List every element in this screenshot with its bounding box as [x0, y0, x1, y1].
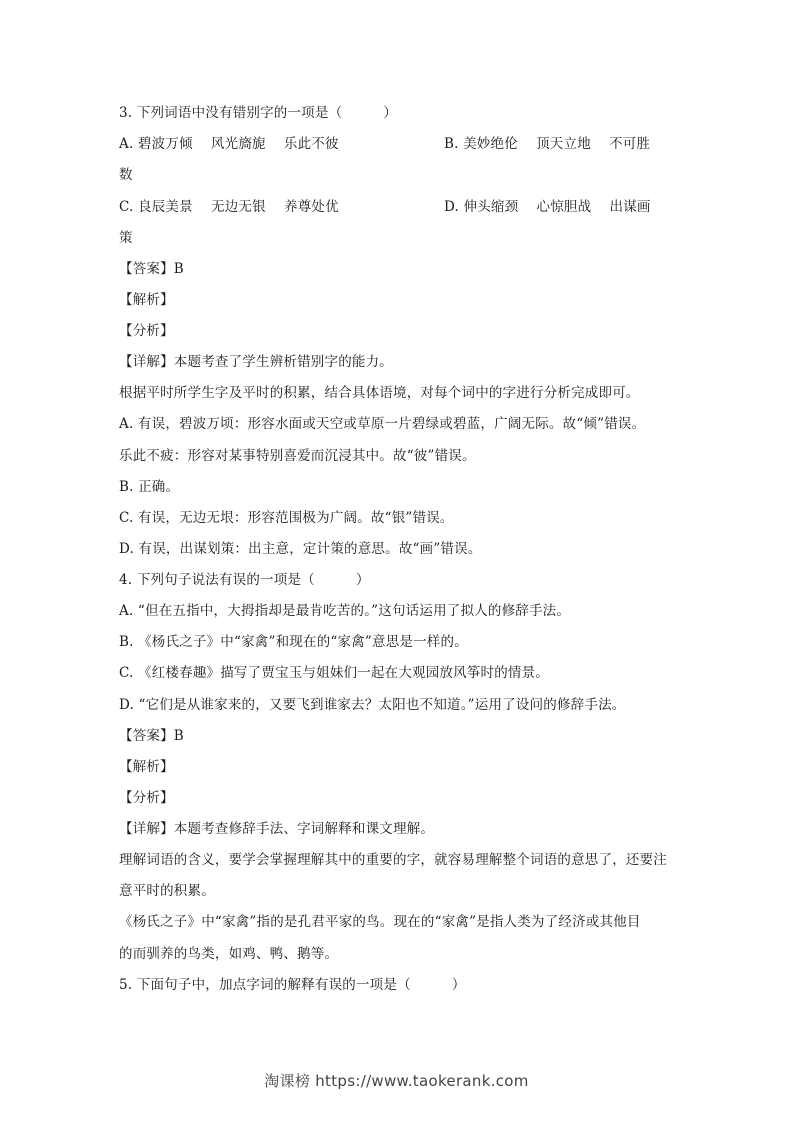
question-3-answer: 【答案】B — [119, 261, 184, 277]
question-3-option-d: D. 伸头缩颈 心惊胆战 出谋画 — [444, 199, 651, 215]
question-3-detail: 【详解】本题考查了学生辨析错别字的能力。 — [119, 354, 393, 370]
question-4-option-a: A. “但在五指中，大拇指却是最肯吃苦的。”这句话运用了拟人的修辞手法。 — [119, 603, 571, 619]
question-3-analysis-heading: 【解析】 — [119, 292, 174, 308]
question-3-option-d-continued: 策 — [119, 230, 133, 246]
question-3-option-c: C. 良辰美景 无边无银 养尊处优 — [119, 199, 339, 215]
question-3-detail: 乐此不疲：形容对某事特别喜爱而沉浸其中。故“彼”错误。 — [119, 448, 476, 464]
question-4-detail: 意平时的积累。 — [119, 883, 215, 899]
question-4-option-c: C. 《红楼春趣》描写了贾宝玉与姐妹们一起在大观园放风筝时的情景。 — [119, 665, 550, 681]
question-4-fenxi-heading: 【分析】 — [119, 790, 174, 806]
question-3-detail: A. 有误，碧波万顷：形容水面或天空或草原一片碧绿或碧蓝，广阔无际。故“倾”错误。 — [119, 416, 646, 432]
footer-watermark: 淘课榜 https://www.taokerank.com — [264, 1072, 529, 1090]
question-3-stem: 3. 下列词语中没有错别字的一项是（ ） — [119, 105, 398, 121]
question-3-option-a: A. 碧波万倾 风光旖旎 乐此不彼 — [119, 136, 339, 152]
question-3-detail: C. 有误，无边无垠：形容范围极为广阔。故“银”错误。 — [119, 510, 454, 526]
question-4-detail: 《杨氏之子》中“家禽”指的是孔君平家的鸟。现在的“家禽”是指人类为了经济或其他目 — [119, 914, 641, 930]
question-4-detail: 【详解】本题考查修辞手法、字词解释和课文理解。 — [119, 821, 435, 837]
question-4-detail: 的而驯养的鸟类，如鸡、鸭、鹅等。 — [119, 946, 339, 962]
question-3-fenxi-heading: 【分析】 — [119, 323, 174, 339]
question-3-detail: 根据平时所学生字及平时的积累，结合具体语境，对每个词中的字进行分析完成即可。 — [119, 385, 640, 401]
question-4-stem: 4. 下列句子说法有误的一项是（ ） — [119, 572, 370, 588]
question-3-option-b: B. 美妙绝伦 顶天立地 不可胜 — [444, 136, 651, 152]
question-4-option-d: D. “它们是从谁家来的，又要飞到谁家去？太阳也不知道。”运用了设问的修辞手法。 — [119, 697, 626, 713]
question-3-detail: B. 正确。 — [119, 479, 180, 495]
question-4-detail: 理解词语的含义，要学会掌握理解其中的重要的字，就容易理解整个词语的意思了，还要注 — [119, 852, 667, 868]
question-4-analysis-heading: 【解析】 — [119, 759, 174, 775]
question-5-stem: 5. 下面句子中，加点字词的解释有误的一项是（ ） — [119, 977, 466, 993]
question-4-answer: 【答案】B — [119, 728, 184, 744]
question-3-detail: D. 有误，出谋划策：出主意，定计策的意思。故“画”错误。 — [119, 541, 482, 557]
question-3-option-b-continued: 数 — [119, 167, 133, 183]
question-4-option-b: B. 《杨氏之子》中“家禽”和现在的“家禽”意思是一样的。 — [119, 634, 468, 650]
